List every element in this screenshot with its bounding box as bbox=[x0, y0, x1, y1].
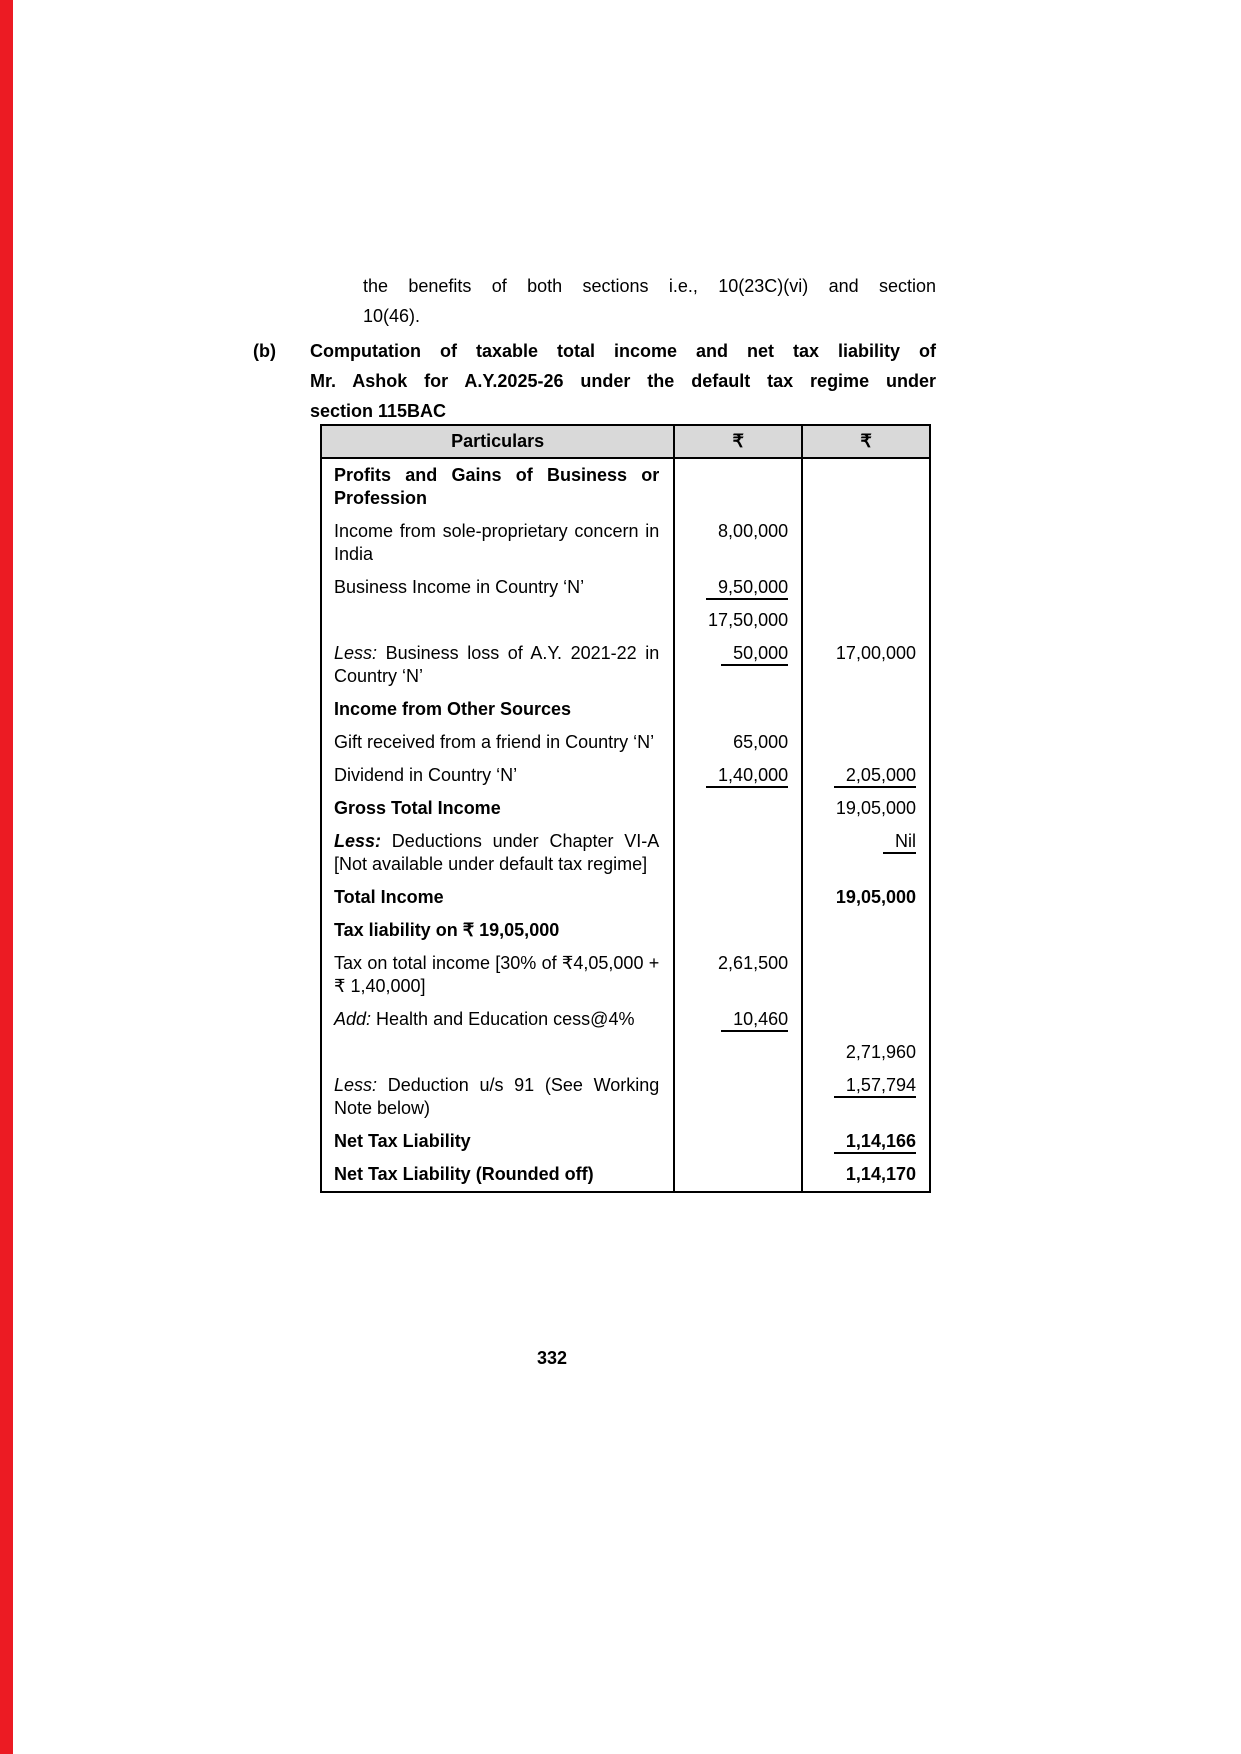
amount-value: 50,000 bbox=[721, 643, 788, 666]
tax-computation-table bbox=[320, 424, 931, 1193]
amount-col1-cell bbox=[674, 1003, 802, 1036]
amount-col1-cell bbox=[674, 1158, 802, 1192]
particulars-cell: Add: Health and Education cess@4% bbox=[321, 1003, 674, 1036]
amount-col2-cell bbox=[802, 637, 930, 693]
amount-value: 1,57,794 bbox=[834, 1075, 916, 1098]
amount-value: 17,50,000 bbox=[708, 610, 789, 630]
table-row bbox=[321, 947, 930, 1003]
page-number: 332 bbox=[536, 1348, 568, 1368]
amount-value: 1,40,000 bbox=[706, 765, 788, 788]
table-row bbox=[321, 792, 930, 825]
amount-col1-cell bbox=[674, 726, 802, 759]
amount-col2-cell bbox=[802, 693, 930, 726]
amount-col1-cell bbox=[674, 947, 802, 1003]
amount-col2-cell bbox=[802, 571, 930, 604]
table-row bbox=[321, 458, 930, 515]
amount-col1-cell bbox=[674, 571, 802, 604]
table-row bbox=[321, 726, 930, 759]
table-row bbox=[321, 1003, 930, 1036]
amount-col1-cell bbox=[674, 759, 802, 792]
table-row bbox=[321, 1036, 930, 1069]
left-margin-bar bbox=[0, 0, 13, 1754]
amount-col1-cell bbox=[674, 604, 802, 637]
section-b-heading bbox=[253, 336, 936, 426]
table-row bbox=[321, 914, 930, 947]
particulars-cell: Gift received from a friend in Country ‘N’ bbox=[321, 726, 674, 759]
intro-paragraph-line: 10(46). bbox=[363, 306, 421, 326]
heading-text-line: Mr. Ashok for A.Y.2025-26 under the default tax regime under bbox=[310, 371, 936, 391]
amount-col2-cell bbox=[802, 604, 930, 637]
amount-value: 65,000 bbox=[733, 732, 789, 752]
table-row bbox=[321, 759, 930, 792]
amount-value: 1,14,170 bbox=[845, 1164, 916, 1184]
amount-value: 10,460 bbox=[721, 1009, 788, 1032]
amount-col2-cell bbox=[802, 1125, 930, 1158]
amount-col2-cell bbox=[802, 458, 930, 515]
amount-value: 2,61,500 bbox=[718, 953, 789, 973]
table-row bbox=[321, 825, 930, 881]
particulars-cell: Net Tax Liability bbox=[321, 1125, 674, 1158]
table-row bbox=[321, 693, 930, 726]
amount-value: 2,71,960 bbox=[845, 1042, 916, 1062]
amount-col1-cell bbox=[674, 458, 802, 515]
intro-paragraph bbox=[363, 271, 936, 331]
particulars-cell: Gross Total Income bbox=[321, 792, 674, 825]
particulars-prefix: Add: bbox=[334, 1009, 372, 1029]
table-row bbox=[321, 1125, 930, 1158]
particulars-prefix: Less: bbox=[334, 1075, 378, 1095]
amount-col2-cell bbox=[802, 515, 930, 571]
amount-col1-cell bbox=[674, 693, 802, 726]
particulars-cell: Income from sole-proprietary concern in India bbox=[321, 515, 674, 571]
particulars-cell: Income from Other Sources bbox=[321, 693, 674, 726]
amount-col2-cell bbox=[802, 881, 930, 914]
amount-value: 2,05,000 bbox=[834, 765, 916, 788]
amount-col1-cell bbox=[674, 1036, 802, 1069]
particulars-cell: Business Income in Country ‘N’ bbox=[321, 571, 674, 604]
amount-col1-cell bbox=[674, 515, 802, 571]
amount-col2-cell bbox=[802, 759, 930, 792]
particulars-cell: Tax liability on ₹ 19,05,000 bbox=[321, 914, 674, 947]
heading-text-line: Computation of taxable total income and net tax liability of bbox=[310, 341, 936, 361]
header-rupee-2: ₹ bbox=[802, 425, 930, 458]
header-rupee-1: ₹ bbox=[674, 425, 802, 458]
header-particulars: Particulars bbox=[321, 425, 674, 458]
amount-value: Nil bbox=[883, 831, 916, 854]
particulars-cell bbox=[321, 604, 674, 637]
particulars-cell: Dividend in Country ‘N’ bbox=[321, 759, 674, 792]
amount-col2-cell bbox=[802, 947, 930, 1003]
amount-col1-cell bbox=[674, 1069, 802, 1125]
amount-col1-cell bbox=[674, 1125, 802, 1158]
particulars-cell: Net Tax Liability (Rounded off) bbox=[321, 1158, 674, 1192]
table-row bbox=[321, 637, 930, 693]
amount-col1-cell bbox=[674, 825, 802, 881]
amount-col2-cell bbox=[802, 726, 930, 759]
amount-value: 19,05,000 bbox=[835, 798, 916, 818]
particulars-cell: Total Income bbox=[321, 881, 674, 914]
amount-col1-cell bbox=[674, 881, 802, 914]
heading-text bbox=[310, 336, 936, 426]
particulars-cell: Less: Deductions under Chapter VI-A [Not available under default tax regime] bbox=[321, 825, 674, 881]
amount-col2-cell bbox=[802, 914, 930, 947]
amount-col2-cell bbox=[802, 825, 930, 881]
amount-col1-cell bbox=[674, 792, 802, 825]
table-header bbox=[321, 425, 930, 458]
particulars-prefix: Less: bbox=[334, 643, 378, 663]
table-row bbox=[321, 571, 930, 604]
table-row bbox=[321, 604, 930, 637]
amount-value: 8,00,000 bbox=[718, 521, 789, 541]
intro-paragraph-line: the benefits of both sections i.e., 10(23C)(vi) and section bbox=[363, 276, 936, 296]
particulars-cell: Less: Business loss of A.Y. 2021-22 in Country ‘N’ bbox=[321, 637, 674, 693]
amount-value: 1,14,166 bbox=[834, 1131, 916, 1154]
amount-value: 9,50,000 bbox=[706, 577, 788, 600]
amount-col2-cell bbox=[802, 1069, 930, 1125]
amount-col2-cell bbox=[802, 792, 930, 825]
particulars-cell: Less: Deduction u/s 91 (See Working Note below) bbox=[321, 1069, 674, 1125]
amount-col2-cell bbox=[802, 1036, 930, 1069]
table-body bbox=[321, 458, 930, 1192]
amount-col1-cell bbox=[674, 914, 802, 947]
table-row bbox=[321, 1069, 930, 1125]
amount-value: 19,05,000 bbox=[835, 887, 916, 907]
table-row bbox=[321, 515, 930, 571]
amount-col2-cell bbox=[802, 1003, 930, 1036]
item-label: (b) bbox=[253, 341, 276, 361]
amount-col1-cell bbox=[674, 637, 802, 693]
table-row bbox=[321, 881, 930, 914]
amount-value: 17,00,000 bbox=[835, 643, 916, 663]
particulars-cell: Tax on total income [30% of ₹4,05,000 + ₹ 1,40,000] bbox=[321, 947, 674, 1003]
particulars-prefix: Less: bbox=[334, 831, 382, 851]
heading-text-line: section 115BAC bbox=[310, 401, 447, 421]
table-header-row bbox=[321, 425, 930, 458]
amount-col2-cell bbox=[802, 1158, 930, 1192]
particulars-cell bbox=[321, 1036, 674, 1069]
particulars-cell: Profits and Gains of Business or Profession bbox=[321, 458, 674, 515]
table-row bbox=[321, 1158, 930, 1192]
